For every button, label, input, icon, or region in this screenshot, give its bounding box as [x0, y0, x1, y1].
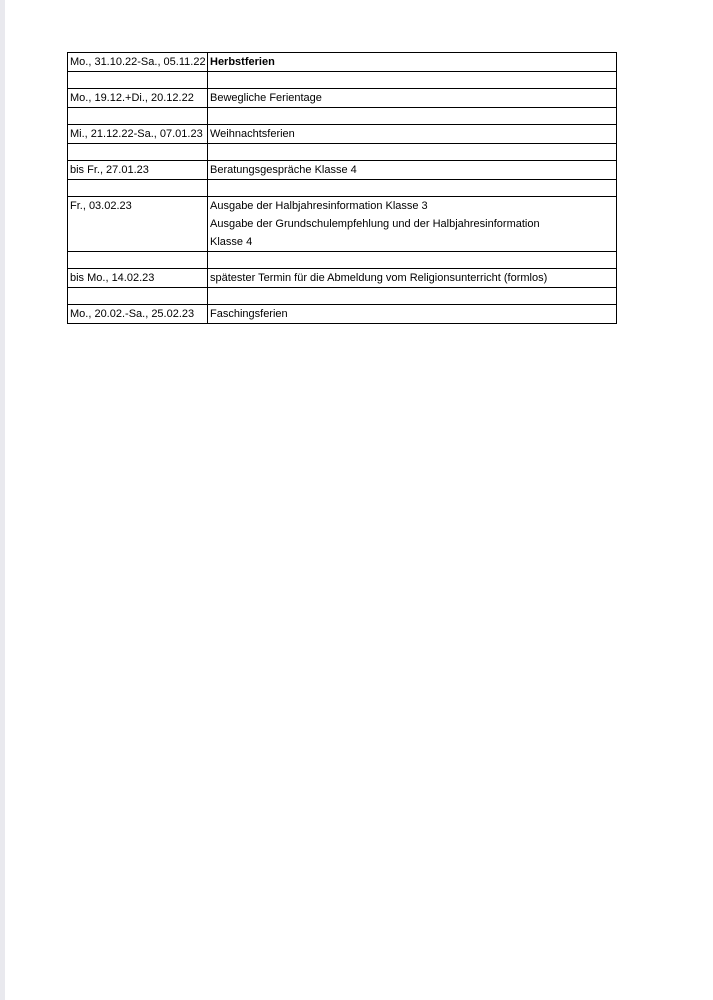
- spacer-row: [68, 108, 617, 125]
- event-line: Klasse 4: [210, 236, 253, 248]
- empty-cell: [208, 288, 617, 305]
- event-cell: [208, 53, 617, 72]
- event-line: spätester Termin für die Abmeldung vom Religionsunterricht (formlos): [210, 272, 548, 284]
- empty-cell: [68, 144, 208, 161]
- empty-cell: [208, 144, 617, 161]
- empty-cell: [68, 288, 208, 305]
- spacer-row: [68, 180, 617, 197]
- schedule-body: [68, 53, 617, 324]
- date-cell: bis Mo., 14.02.23: [68, 269, 208, 288]
- table-row: [68, 53, 617, 72]
- spacer-row: [68, 288, 617, 305]
- empty-cell: [68, 180, 208, 197]
- event-cell: [208, 197, 617, 252]
- date-cell: Mo., 31.10.22-Sa., 05.11.22: [68, 53, 208, 72]
- empty-cell: [68, 252, 208, 269]
- empty-cell: [68, 72, 208, 89]
- table-row: [68, 89, 617, 108]
- empty-cell: [208, 108, 617, 125]
- event-cell: [208, 305, 617, 324]
- date-cell: Mi., 21.12.22-Sa., 07.01.23: [68, 125, 208, 144]
- event-line: Ausgabe der Grundschulempfehlung und der Halbjahresinformation: [210, 218, 540, 230]
- event-cell: [208, 89, 617, 108]
- table-row: [68, 197, 617, 252]
- event-line: Faschingsferien: [210, 308, 288, 320]
- spacer-row: [68, 72, 617, 89]
- empty-cell: [68, 108, 208, 125]
- event-cell: [208, 125, 617, 144]
- date-cell: Mo., 19.12.+Di., 20.12.22: [68, 89, 208, 108]
- empty-cell: [208, 180, 617, 197]
- table-row: [68, 161, 617, 180]
- schedule-table: [67, 52, 617, 324]
- spacer-row: [68, 252, 617, 269]
- event-line: Weihnachtsferien: [210, 128, 295, 140]
- date-cell: Fr., 03.02.23: [68, 197, 208, 252]
- event-line: Herbstferien: [210, 56, 275, 68]
- event-cell: [208, 269, 617, 288]
- date-cell: bis Fr., 27.01.23: [68, 161, 208, 180]
- spacer-row: [68, 144, 617, 161]
- table-row: [68, 269, 617, 288]
- event-line: Beratungsgespräche Klasse 4: [210, 164, 357, 176]
- event-line: Bewegliche Ferientage: [210, 92, 322, 104]
- empty-cell: [208, 252, 617, 269]
- event-line: Ausgabe der Halbjahresinformation Klasse 3: [210, 200, 428, 212]
- empty-cell: [208, 72, 617, 89]
- table-row: [68, 125, 617, 144]
- table-row: [68, 305, 617, 324]
- date-cell: Mo., 20.02.-Sa., 25.02.23: [68, 305, 208, 324]
- document-page: [5, 0, 713, 1000]
- event-cell: [208, 161, 617, 180]
